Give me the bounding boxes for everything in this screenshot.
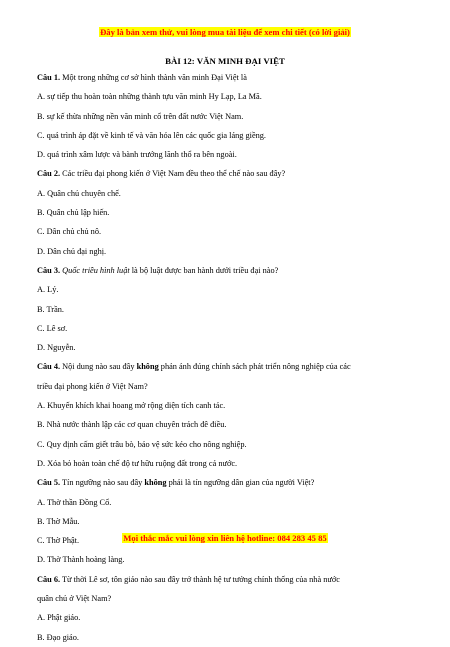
- question-text-bold: không: [136, 362, 159, 372]
- question-4: [37, 357, 417, 376]
- answer-option: D. Dân chủ đại nghị.: [37, 246, 107, 256]
- answer-option: C. Lê sơ.: [37, 323, 68, 333]
- answer-option: B. Thờ Mẫu.: [37, 516, 80, 526]
- answer-option: D. Thờ Thành hoàng làng.: [37, 555, 125, 565]
- footer-banner: [0, 532, 450, 544]
- question-text: Nội dung nào sau đây: [60, 362, 137, 372]
- question-number: Câu 6.: [37, 574, 61, 584]
- question-number: Câu 1.: [37, 73, 61, 82]
- question-number: Câu 5.: [37, 478, 61, 488]
- question-text: Tín ngưỡng nào sau đây: [60, 478, 145, 488]
- question-text-continued: triều đại phong kiến ở Việt Nam?: [37, 381, 148, 391]
- answer-option: C. Quy định cấm giết trâu bò, bảo vệ sức kéo cho nông nghiệp.: [37, 439, 247, 449]
- question-number: Câu 4.: [37, 362, 61, 372]
- answer-option: A. Khuyến khích khai hoang mở rộng diện tích canh tác.: [37, 401, 226, 411]
- page-title: BÀI 12: VĂN MINH ĐẠI VIỆT: [165, 56, 285, 66]
- answer-option: A. sự tiếp thu hoàn toàn những thành tựu văn minh Hy Lạp, La Mã.: [37, 92, 262, 102]
- question-text: Các triều đại phong kiến ở Việt Nam đều theo thể chế nào sau đây?: [60, 169, 286, 179]
- footer-banner-text: Mọi thắc mắc vui lòng xin liên hệ hotline: 084 283 45 85: [123, 533, 327, 543]
- question-text: Một trong những cơ sở hình thành văn minh Đại Việt là: [60, 73, 247, 82]
- question-2: [37, 164, 417, 183]
- question-6: [37, 570, 417, 589]
- question-text-bold: không: [144, 478, 167, 488]
- answer-option: C. Dân chủ chủ nô.: [37, 227, 102, 237]
- question-number: Câu 2.: [37, 169, 61, 179]
- question-3: [37, 261, 417, 280]
- header-banner: [0, 26, 450, 38]
- question-list: [37, 68, 417, 647]
- answer-option: D. quá trình xâm lược và bành trướng lãnh thổ ra bên ngoài.: [37, 150, 237, 160]
- question-text: phải là tín ngưỡng dân gian của người Việt?: [166, 478, 315, 488]
- answer-option: B. Nhà nước thành lập các cơ quan chuyên trách đê điều.: [37, 420, 227, 430]
- answer-option: B. sự kế thừa những nền văn minh cổ trên đất nước Việt Nam.: [37, 111, 244, 121]
- question-1: [37, 68, 417, 87]
- answer-option: D. Nguyễn.: [37, 343, 76, 353]
- answer-option: C. quá trình áp đặt về kinh tế và văn hóa lên các quốc gia láng giềng.: [37, 130, 267, 140]
- question-number: Câu 3.: [37, 265, 61, 275]
- question-text-italic: Quốc triều hình luật: [60, 265, 130, 275]
- question-5: [37, 473, 417, 492]
- answer-option: A. Thờ thần Đồng Cổ.: [37, 497, 112, 507]
- answer-option: A. Quân chủ chuyên chế.: [37, 188, 121, 198]
- answer-option: B. Đạo giáo.: [37, 632, 79, 642]
- question-text-continued: quân chủ ở Việt Nam?: [37, 594, 112, 604]
- answer-option: A. Lý.: [37, 285, 59, 295]
- answer-option: B. Trần.: [37, 304, 64, 314]
- answer-option: C. Thờ Phật.: [37, 536, 80, 546]
- answer-option: B. Quân chủ lập hiến.: [37, 208, 110, 218]
- question-text: Từ thời Lê sơ, tôn giáo nào sau đây trở thành hệ tư tưởng chính thống của nhà nước: [60, 574, 340, 584]
- answer-option: A. Phật giáo.: [37, 613, 81, 623]
- question-text: là bộ luật được ban hành dưới triều đại nào?: [129, 265, 279, 275]
- header-banner-text: Đây là bản xem thử, vui lòng mua tài liệu để xem chi tiết (có lời giải): [100, 27, 350, 37]
- answer-option: D. Xóa bỏ hoàn toàn chế độ tư hữu ruộng đất trong cả nước.: [37, 458, 238, 468]
- question-text: phản ánh đúng chính sách phát triển nông nghiệp của các: [158, 362, 351, 372]
